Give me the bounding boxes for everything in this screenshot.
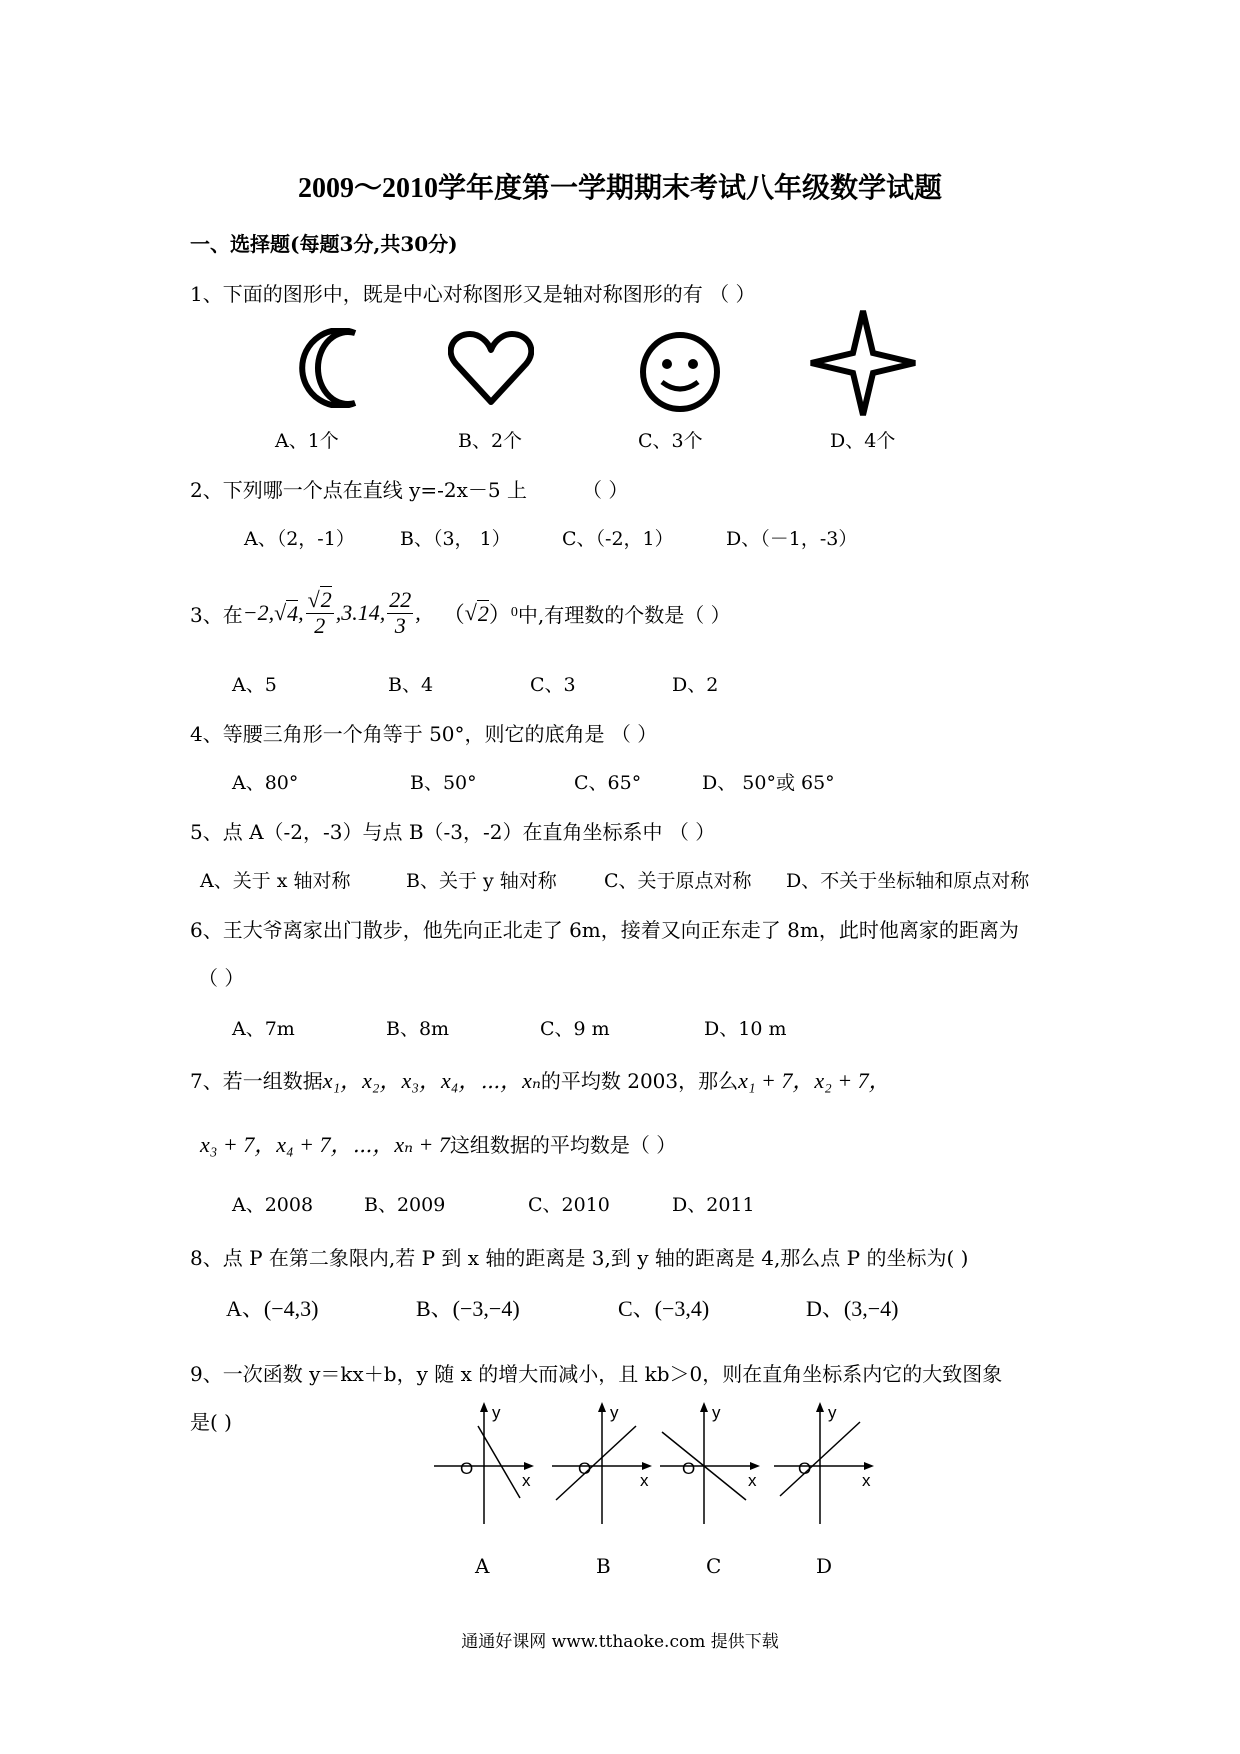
q7-line2-suffix: 这组数据的平均数是（ ）: [449, 1133, 677, 1157]
q3-exponent-zero: 0: [510, 605, 518, 620]
graph-c-origin: O: [682, 1459, 696, 1478]
q3-fraction-22-over-3: [387, 588, 413, 637]
q2-option-b: B、（3， 1）: [400, 528, 511, 550]
q3-suffix: 中,有理数的个数是（ ）: [517, 602, 731, 627]
q7-line1-prefix: 7、若一组数据: [190, 1069, 323, 1093]
q6-option-a: A、7m: [232, 1018, 295, 1040]
q4-option-c: C、65°: [574, 772, 642, 794]
graph-c: [656, 1396, 766, 1526]
q5-option-d: D、不关于坐标轴和原点对称: [786, 870, 1030, 892]
q3-comma-2: ,: [415, 600, 421, 625]
graph-a-y-label: y: [492, 1403, 501, 1422]
question-2-paren: （ ）: [582, 478, 629, 502]
q3-comma-1: ,: [298, 600, 304, 625]
question-5-text: 5、点 A（-2，-3）与点 B（-3，-2）在直角坐标系中 （ ）: [190, 820, 716, 844]
q7-shifted-data-2: x₃ + 7，x₄ + 7，⋯，xₙ + 7: [200, 1132, 450, 1157]
q3-sqrt-two: 2: [477, 600, 489, 626]
graph-d-x-label: x: [862, 1471, 871, 1490]
question-9-line-1: 9、一次函数 y＝kx＋b，y 随 x 的增大而减小，且 kb＞0，则在直角坐标系内它的大致图象: [190, 1362, 1003, 1386]
question-7-line-1: [190, 1064, 891, 1095]
graph-b-y-label: y: [610, 1403, 619, 1422]
q3-paren-open: （: [442, 601, 465, 627]
question-9-line-2: 是( ): [190, 1410, 232, 1434]
q7-shifted-data: x₁ + 7，x₂ + 7，: [738, 1068, 891, 1093]
question-2-text: 2、下列哪一个点在直线 y=-2x－5 上: [190, 478, 527, 502]
question-7-line-2: [200, 1128, 676, 1159]
q3-frac2-num: 22: [389, 587, 412, 613]
q7-option-d: D、2011: [672, 1194, 755, 1216]
q2-option-d: D、（－1，-3）: [726, 528, 858, 550]
q7-line1-mid: 的平均数 2003，那么: [540, 1069, 739, 1093]
graph-d-origin: O: [798, 1459, 812, 1478]
q7-data-list: x₁，x₂，x₃，x₄，⋯，xₙ: [322, 1068, 541, 1093]
q6-option-c: C、9 m: [540, 1018, 610, 1040]
q7-option-b: B、2009: [364, 1194, 446, 1216]
q7-option-a: A、2008: [232, 1194, 314, 1216]
q1-option-a: A、1个: [275, 430, 339, 452]
q6-option-b: B、8m: [386, 1018, 450, 1040]
q5-option-c: C、关于原点对称: [604, 870, 752, 892]
graph-d: [770, 1396, 880, 1526]
q8-option-d: D、(3,−4): [806, 1296, 899, 1321]
q3-sqrt-sign: √: [274, 600, 287, 625]
graph-label-a: A: [475, 1554, 490, 1578]
q3-sqrt-four: 4: [287, 600, 299, 626]
graph-d-y-label: y: [828, 1403, 837, 1422]
crescent-moon-icon: [275, 328, 365, 408]
q5-option-a: A、关于 x 轴对称: [200, 870, 351, 892]
q5-option-b: B、关于 y 轴对称: [406, 870, 557, 892]
q3-option-a: A、5: [232, 674, 277, 696]
graph-a-origin: O: [460, 1459, 474, 1478]
q1-option-c: C、3个: [638, 430, 703, 452]
q1-option-b: B、2个: [458, 430, 523, 452]
graph-label-b: B: [596, 1554, 611, 1578]
graph-label-c: C: [706, 1554, 722, 1578]
smiley-face-icon: [638, 330, 722, 414]
question-4-text: 4、等腰三角形一个角等于 50°，则它的底角是 （ ）: [190, 722, 658, 746]
q3-option-d: D、2: [672, 674, 719, 696]
q7-option-c: C、2010: [528, 1194, 610, 1216]
q3-option-c: C、3: [530, 674, 576, 696]
section-heading: 一、选择题(每题3分,共30分): [190, 232, 458, 256]
question-6-text: 6、王大爷离家出门散步，他先向正北走了 6m，接着又向正东走了 8m，此时他离家的距离为: [190, 918, 1019, 942]
q4-option-b: B、50°: [410, 772, 477, 794]
q3-frac1-den: 2: [314, 612, 326, 638]
question-3: [190, 578, 731, 648]
q3-three-point-one-four: ,3.14,: [335, 600, 386, 625]
q3-frac2-den: 3: [394, 612, 406, 638]
q4-option-a: A、80°: [232, 772, 299, 794]
four-point-star-icon: [808, 308, 918, 418]
heart-icon: [448, 330, 534, 408]
q6-option-d: D、10 m: [704, 1018, 787, 1040]
graph-c-y-label: y: [712, 1403, 721, 1422]
q3-frac1-num: 2: [320, 587, 332, 613]
page-title: 2009～2010学年度第一学期期末考试八年级数学试题: [297, 173, 942, 204]
q3-fraction-sqrt2-over-2: $\frac{√2}{2}$: [307, 587, 332, 638]
q3-minus-two: −2,: [242, 600, 275, 625]
q3-option-b: B、4: [388, 674, 434, 696]
q2-option-c: C、（-2，1）: [562, 528, 674, 550]
q3-prefix: 3、在: [190, 602, 243, 627]
q4-option-d: D、 50°或 65°: [702, 772, 835, 794]
q1-option-d: D、4个: [830, 430, 896, 452]
q3-paren-close: ）: [488, 601, 511, 627]
question-1-text: 1、下面的图形中，既是中心对称图形又是轴对称图形的有 （ ）: [190, 282, 756, 306]
graph-a: [430, 1396, 540, 1526]
q8-option-b: B、(−3,−4): [416, 1296, 520, 1321]
page-footer: 通通好课网 www.tthaoke.com 提供下载: [461, 1632, 779, 1652]
graph-a-x-label: x: [522, 1471, 531, 1490]
q8-option-c: C、(−3,4): [618, 1296, 710, 1321]
graph-b-origin: O: [578, 1459, 592, 1478]
question-6-paren: （ ）: [198, 966, 245, 990]
graph-c-x-label: x: [748, 1471, 757, 1490]
graph-label-d: D: [816, 1554, 833, 1578]
graph-b-x-label: x: [640, 1471, 649, 1490]
q3-sqrt2-sign: √: [464, 600, 477, 625]
q8-option-a: A、(−4,3): [226, 1296, 319, 1321]
graph-b: [548, 1396, 658, 1526]
q2-option-a: A、（2，-1）: [244, 528, 355, 550]
question-8-text: 8、点 P 在第二象限内,若 P 到 x 轴的距离是 3,到 y 轴的距离是 4,那么点 P 的坐标为( ): [190, 1246, 969, 1270]
